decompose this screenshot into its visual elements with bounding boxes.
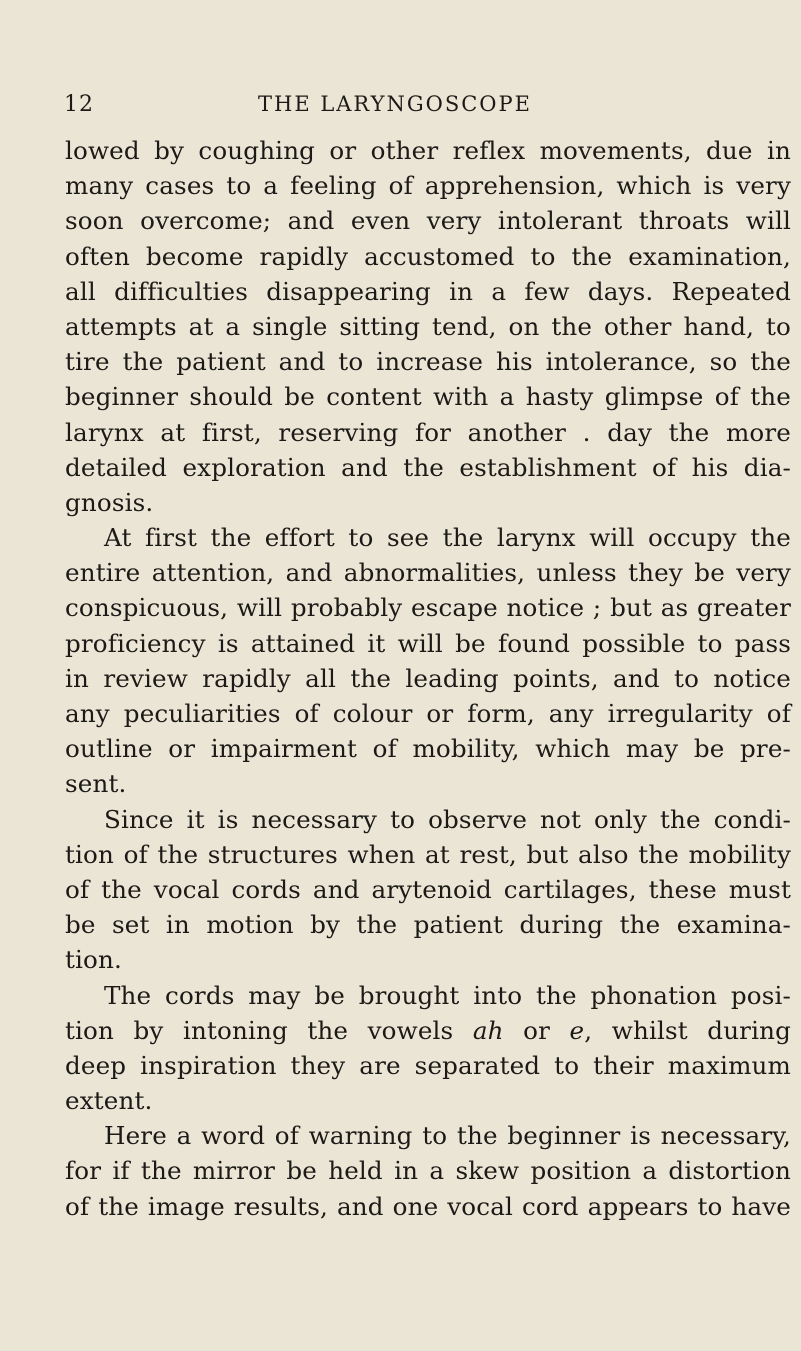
running-title: THE LARYNGOSCOPE (258, 92, 532, 116)
text-line: tion of the structures when at rest, but also the mobility (65, 839, 791, 869)
text-line: conspicuous, will probably escape notice ; but as greater (65, 593, 791, 623)
text-line: The cords may be brought into the phonation posi- (104, 980, 791, 1010)
text-line: of the image results, and one vocal cord appears to have (65, 1191, 791, 1221)
text-line (65, 1013, 791, 1048)
text-line: of the vocal cords and arytenoid cartilages, these must (65, 874, 791, 904)
text-line: lowed by coughing or other reflex movements, due in (65, 136, 791, 165)
italic-vowel: e (569, 1015, 585, 1045)
text-line: proficiency is attained it will be found possible to pass (65, 628, 791, 658)
text-line: gnosis. (65, 487, 154, 517)
text-line: be set in motion by the patient during the examina- (65, 910, 791, 940)
text-line: beginner should be content with a hasty glimpse of the (65, 382, 791, 412)
text-line: often become rapidly accustomed to the examination, (65, 241, 791, 271)
text-fragment: tion by intoning the vowels (65, 1015, 473, 1045)
text-line: outline or impairment of mobility, which may be pre- (65, 734, 791, 764)
text-line: Here a word of warning to the beginner is necessary, (104, 1121, 791, 1151)
text-line: Since it is necessary to observe not only the condi- (104, 804, 791, 834)
running-head (0, 92, 801, 122)
text-fragment: , whilst during (584, 1015, 791, 1045)
text-line: sent. (65, 769, 127, 799)
text-line: entire attention, and abnormalities, unless they be very (65, 558, 791, 588)
text-line: for if the mirror be held in a skew position a distortion (65, 1156, 791, 1186)
text-line: deep inspiration they are separated to their maximum (65, 1050, 791, 1080)
text-line: detailed exploration and the establishment of his dia- (65, 452, 791, 482)
text-line: extent. (65, 1086, 153, 1116)
text-line: attempts at a single sitting tend, on the other hand, to (65, 311, 791, 341)
text-line: in review rapidly all the leading points, and to notice (65, 663, 791, 693)
text-line: At first the effort to see the larynx will occupy the (104, 523, 791, 553)
text-line: many cases to a feeling of apprehension, which is very (65, 171, 791, 201)
text-line: tion. (65, 945, 122, 975)
text-line: larynx at first, reserving for another . day the more (65, 417, 791, 447)
text-line: all difficulties disappearing in a few days. Repeated (65, 276, 791, 306)
text-fragment: or (503, 1015, 570, 1045)
text-line: soon overcome; and even very intolerant throats will (65, 206, 791, 236)
body-text (65, 133, 795, 1224)
italic-vowel: ah (472, 1015, 504, 1045)
text-line: tire the patient and to increase his intolerance, so the (65, 347, 791, 377)
text-line: any peculiarities of colour or form, any irregularity of (65, 699, 791, 728)
page-number: 12 (64, 92, 94, 117)
